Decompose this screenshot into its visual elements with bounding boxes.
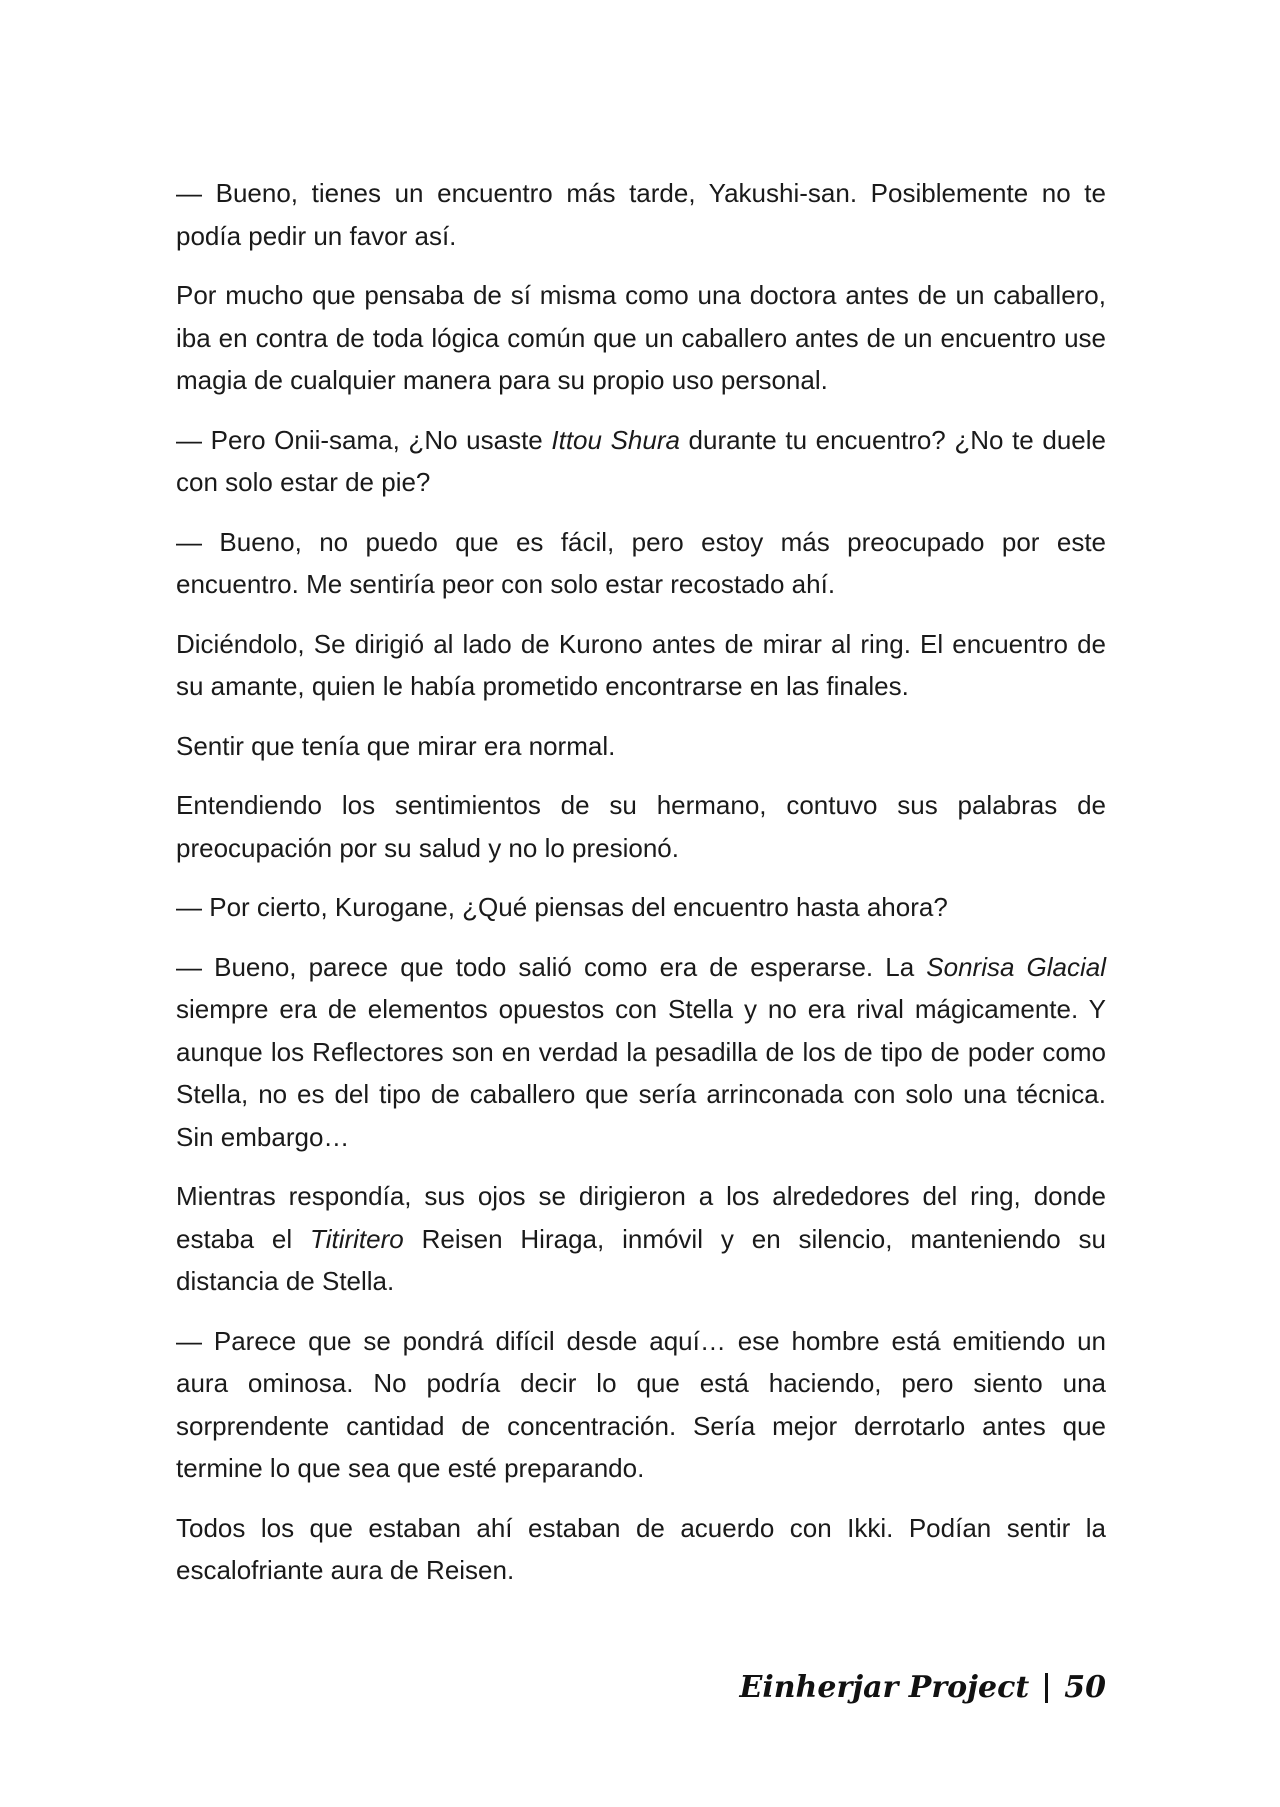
footer-brand: Einherjar Project bbox=[739, 1670, 1030, 1705]
paragraph-11 bbox=[176, 1320, 1106, 1490]
text-run: Diciéndolo, Se dirigió al lado de Kurono antes de mirar al ring. El encuentro de su amante, quien le había prometido encontrarse en las finales. bbox=[176, 628, 1106, 701]
paragraph-6 bbox=[176, 725, 1106, 768]
paragraph-4 bbox=[176, 521, 1106, 606]
paragraph-5 bbox=[176, 623, 1106, 708]
text-run: siempre era de elementos opuestos con Stella y no era rival mágicamente. Y aunque los Reflectores son en verdad la pesadilla de los de tipo de poder como Stella, no es del tipo de caballero que sería arrinconada con solo una técnica. Sin embargo… bbox=[176, 994, 1106, 1152]
page-body bbox=[176, 172, 1106, 1609]
italic-term: Sonrisa Glacial bbox=[926, 951, 1107, 982]
page-footer bbox=[739, 1670, 1106, 1705]
text-run: — Por cierto, Kurogane, ¿Qué piensas del encuentro hasta ahora? bbox=[176, 892, 948, 922]
text-run: — Parece que se pondrá difícil desde aquí… ese hombre está emitiendo un aura ominosa. No podría decir lo que está haciendo, pero siento una sorprendente cantidad de concentración. Sería mejor derrotarlo antes que termine lo que sea que esté preparando. bbox=[176, 1325, 1106, 1483]
text-run: Entendiendo los sentimientos de su hermano, contuvo sus palabras de preocupación por su salud y no lo presionó. bbox=[176, 790, 1106, 863]
text-run: Todos los que estaban ahí estaban de acuerdo con Ikki. Podían sentir la escalofriante aura de Reisen. bbox=[176, 1512, 1106, 1585]
text-run: Por mucho que pensaba de sí misma como una doctora antes de un caballero, iba en contra de toda lógica común que un caballero antes de un encuentro use magia de cualquier manera para su propio uso personal. bbox=[176, 280, 1106, 395]
text-run: Mientras respondía, sus ojos se dirigieron a los alrededores del ring, donde estaba el bbox=[176, 1181, 1106, 1254]
footer-separator bbox=[1045, 1673, 1048, 1703]
paragraph-10 bbox=[176, 1175, 1106, 1303]
paragraph-8 bbox=[176, 886, 1106, 929]
paragraph-12 bbox=[176, 1507, 1106, 1592]
italic-term: Ittou Shura bbox=[551, 424, 680, 455]
italic-term: Titiritero bbox=[310, 1223, 404, 1254]
paragraph-3 bbox=[176, 419, 1106, 504]
text-run: durante tu encuentro? ¿No te duele con solo estar de pie? bbox=[176, 424, 1106, 497]
paragraph-2 bbox=[176, 274, 1106, 402]
text-run: — Pero Onii-sama, ¿No usaste bbox=[176, 424, 552, 455]
paragraph-9 bbox=[176, 946, 1106, 1159]
text-run: — Bueno, no puedo que es fácil, pero estoy más preocupado por este encuentro. Me sentiría peor con solo estar recostado ahí. bbox=[176, 526, 1106, 599]
paragraph-7 bbox=[176, 784, 1106, 869]
text-run: Reisen Hiraga, inmóvil y en silencio, manteniendo su distancia de Stella. bbox=[176, 1223, 1106, 1296]
text-run: — Bueno, parece que todo salió como era de esperarse. La bbox=[176, 951, 927, 982]
text-run: Sentir que tenía que mirar era normal. bbox=[176, 730, 616, 761]
page-number: 50 bbox=[1064, 1670, 1106, 1705]
text-run: — Bueno, tienes un encuentro más tarde, Yakushi-san. Posiblemente no te podía pedir un favor así. bbox=[176, 178, 1106, 251]
paragraph-1 bbox=[176, 172, 1106, 257]
